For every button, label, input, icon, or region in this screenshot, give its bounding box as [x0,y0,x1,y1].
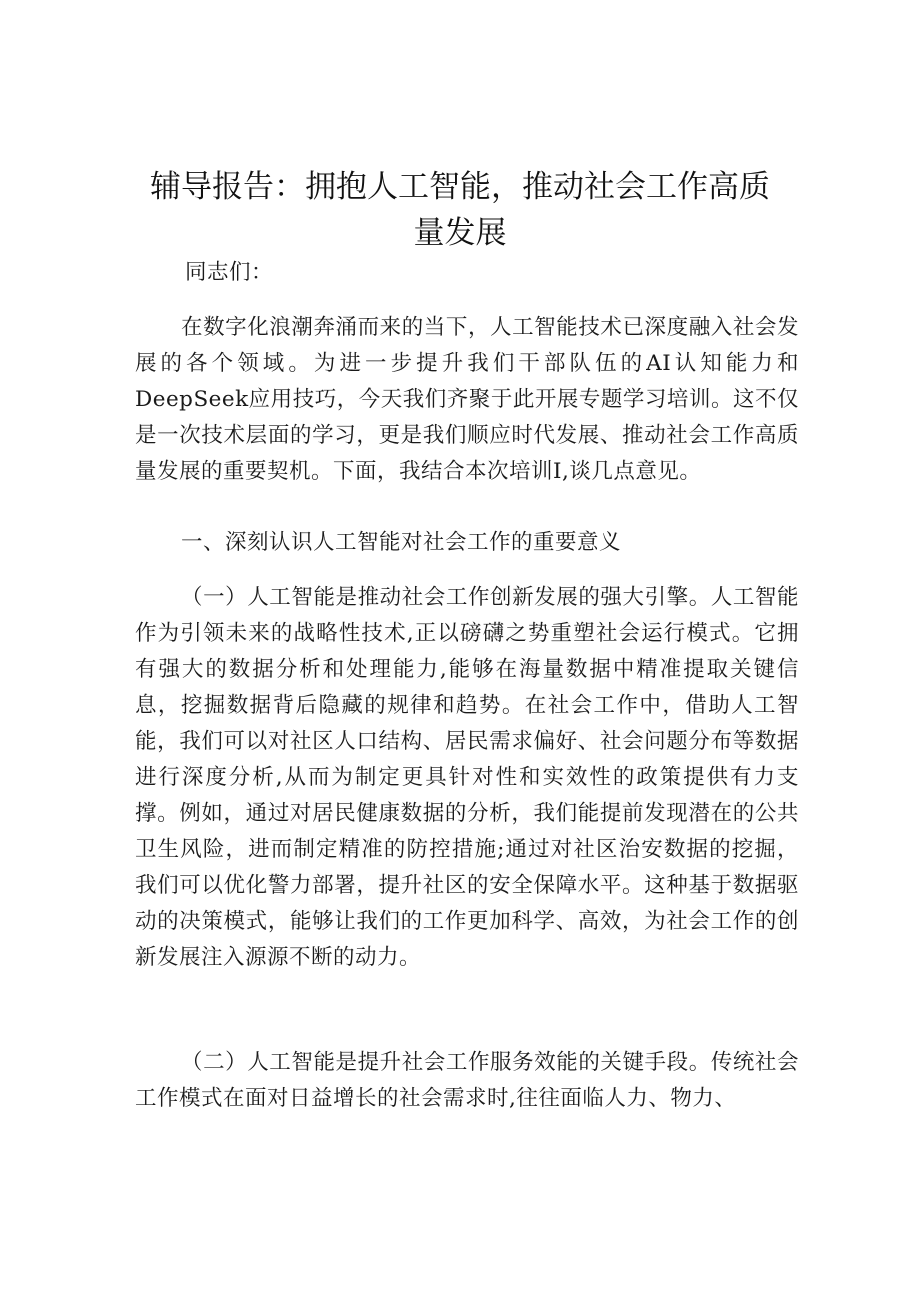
section-heading-1: 一、深刻认识人工智能对社会工作的重要意义 [181,530,622,555]
title-line-2: 量发展 [413,215,507,251]
title-line-1: 辅导报告：拥抱人工智能，推动社会工作高质 [150,169,770,205]
paragraph-section-1-1: （一）人工智能是推动社会工作创新发展的强大引擎。人工智能作为引领未来的战略性技术,正以磅礴之势重塑社会运行模式。它拥有强大的数据分析和处理能力,能够在海量数据中精准提取关键信息，挖掘数据背后隐藏的规律和趋势。在社会工作中，借助人工智能，我们可以对社区人口结构、居民需求偏好、社会问题分布等数据进行深度分析,从而为制定更具针对性和实效性的政策提供有力支撑。例如，通过对居民健康数据的分析，我们能提前发现潜在的公共卫生风险，进而制定精准的防控措施;通过对社区治安数据的挖掘，我们可以优化警力部署，提升社区的安全保障水平。这种基于数据驱动的决策模式，能够让我们的工作更加科学、高效，为社会工作的创新发展注入源源不断的动力。 [135,585,799,970]
paragraph-intro: 在数字化浪潮奔涌而来的当下，人工智能技术已深度融入社会发展的各个领域。为进一步提升我们干部队伍的AI认知能力和DeepSeek应用技巧，今天我们齐聚于此开展专题学习培训。这不仅是一次技术层面的学习，更是我们顺应时代发展、推动社会工作高质量发展的重要契机。下面，我结合本次培训I,谈几点意见。 [135,315,799,484]
document-title [130,164,790,256]
paragraph-section-1-2: （二）人工智能是提升社会工作服务效能的关键手段。传统社会工作模式在面对日益增长的社会需求时,往往面临人力、物力、 [135,1050,799,1111]
greeting: 同志们： [185,260,274,285]
